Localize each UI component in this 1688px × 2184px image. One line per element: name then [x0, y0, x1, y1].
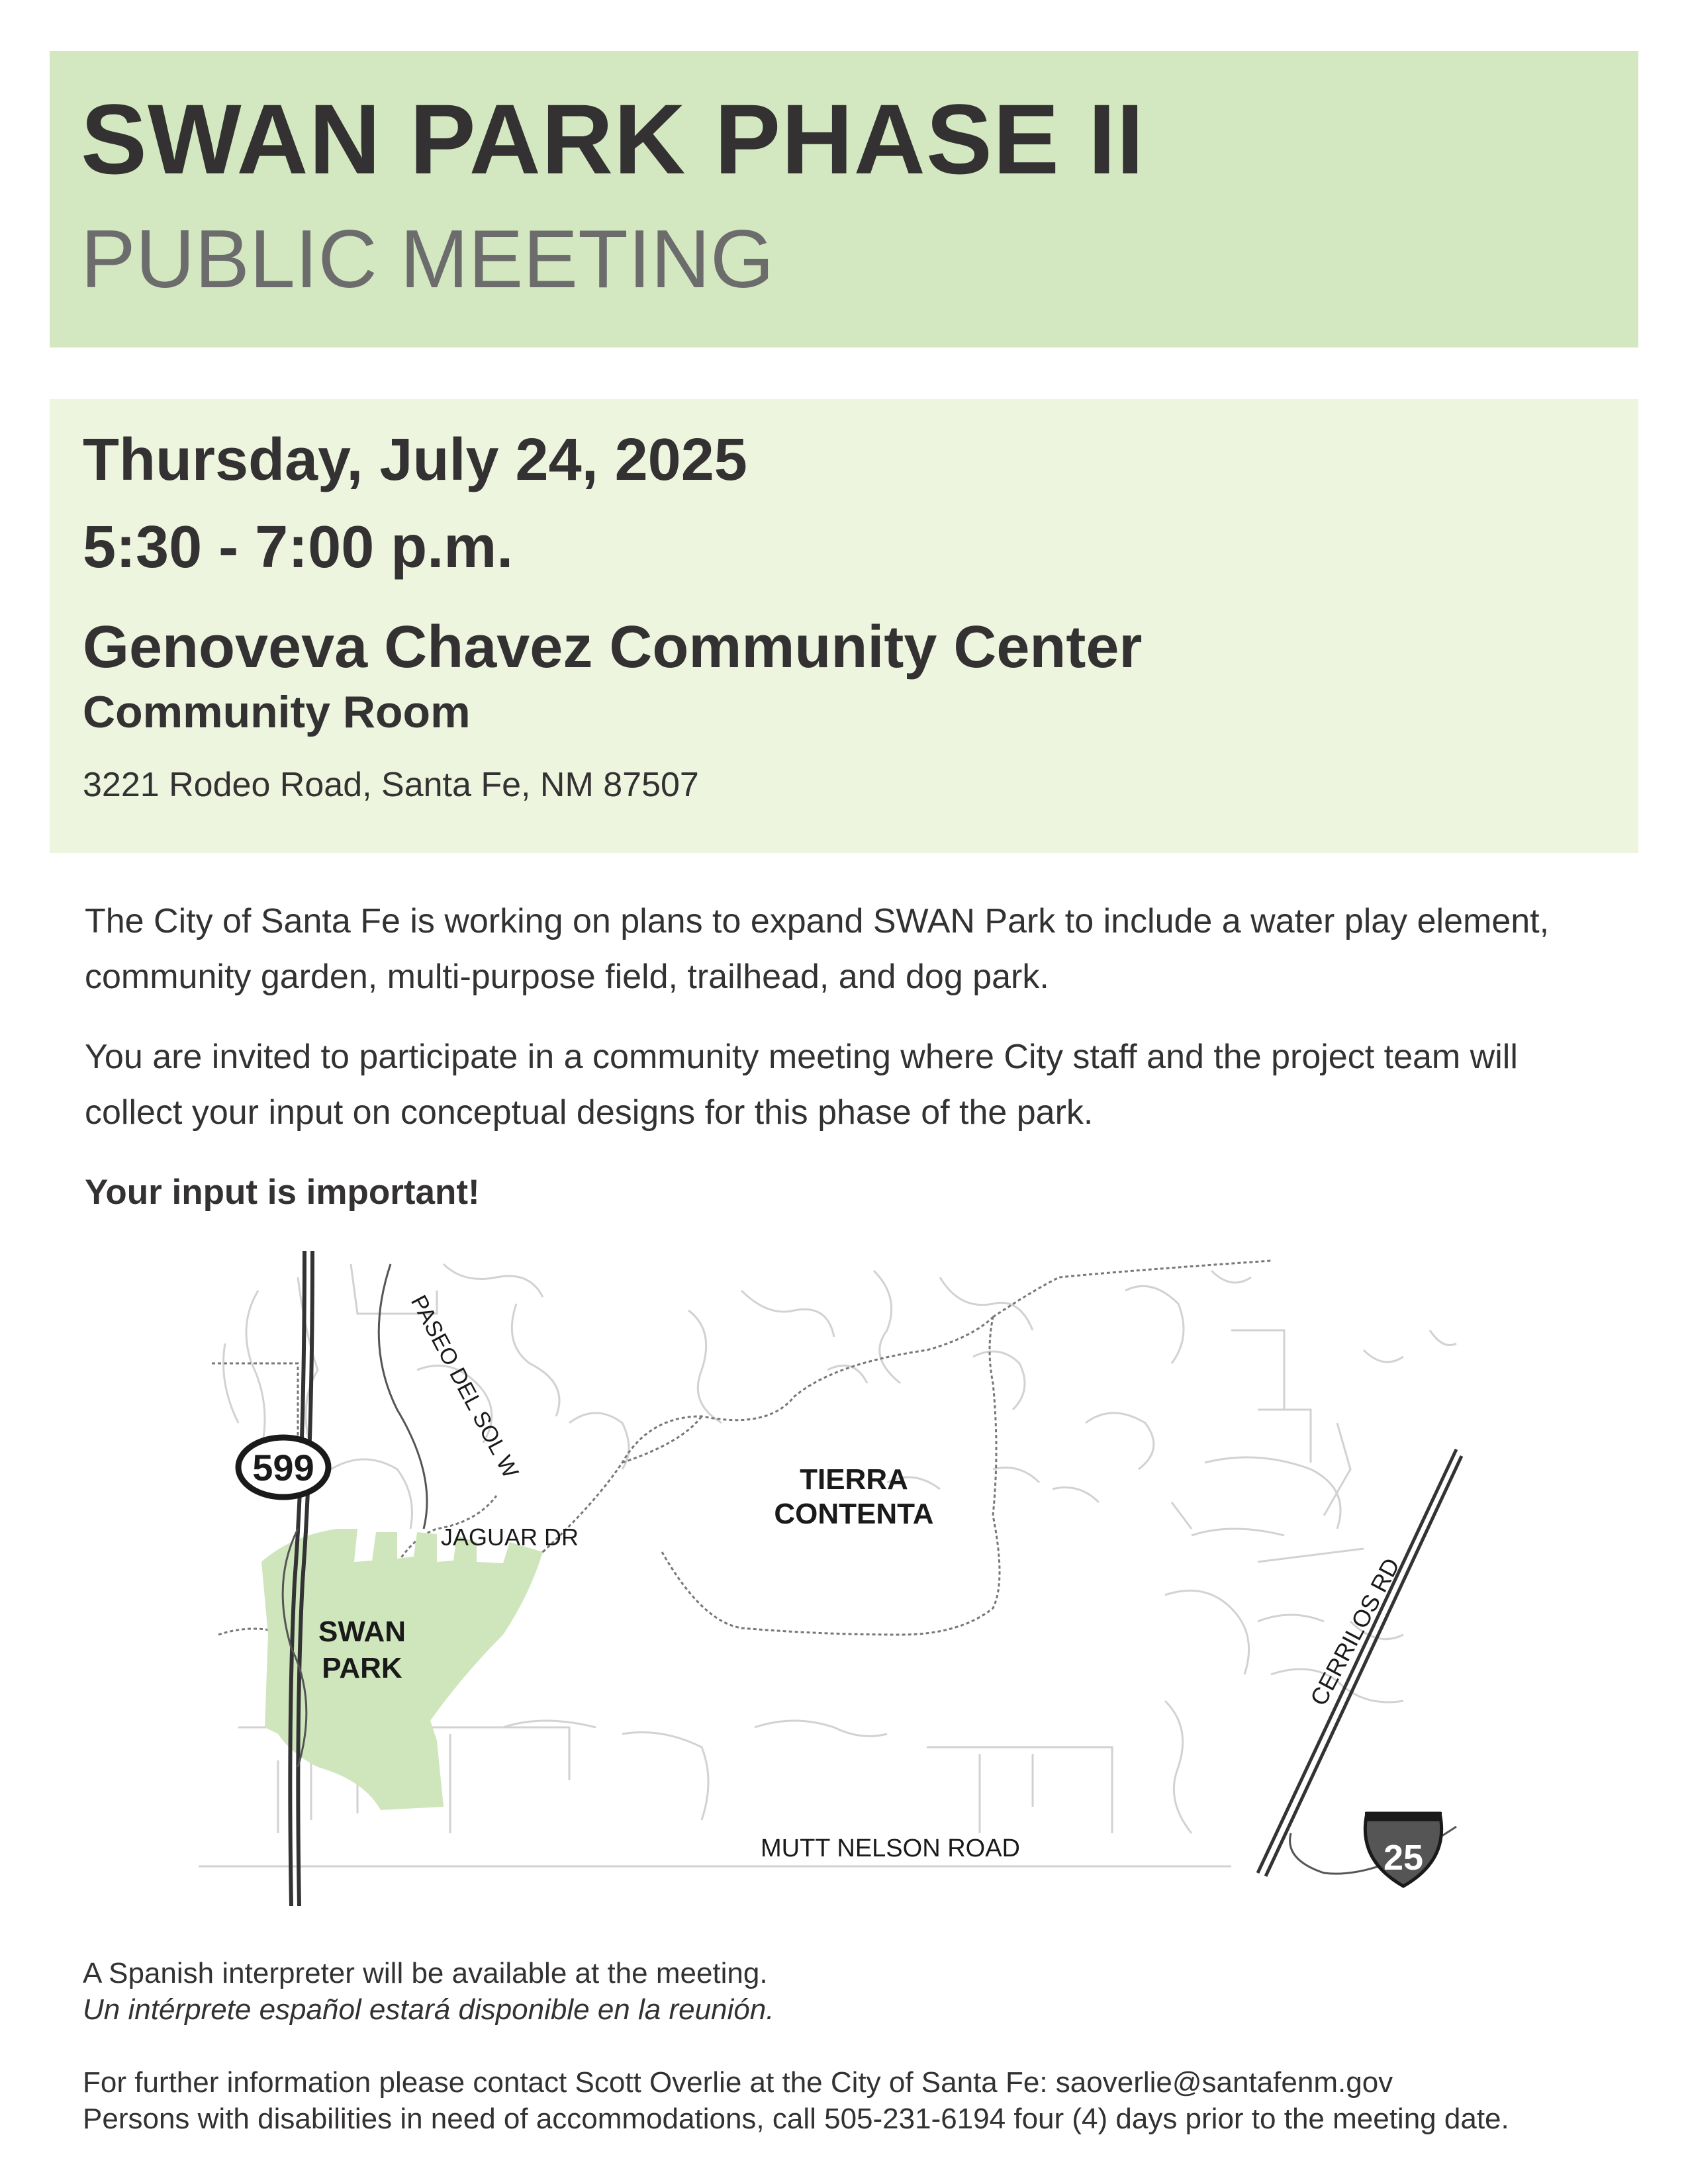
- invitation-paragraph: You are invited to participate in a community meeting where City staff and the project team will collect your input on conceptual designs for this phase of the park.: [85, 1038, 1518, 1132]
- tierra-contenta-label-line2: CONTENTA: [774, 1498, 934, 1530]
- interstate-shield-band: [1365, 1812, 1442, 1821]
- page-subtitle: PUBLIC MEETING: [81, 214, 774, 305]
- location-map: [199, 1251, 1470, 1906]
- paseo-del-sol-label: PASEO DEL SOL W: [405, 1291, 524, 1482]
- event-date: Thursday, July 24, 2025: [83, 427, 747, 493]
- cerrilos-rd-label: CERRILOS RD: [1304, 1553, 1405, 1710]
- contact-info: For further information please contact Scott Overlie at the City of Santa Fe: saoverlie@santafenm.gov: [83, 2066, 1393, 2099]
- intro-paragraph: The City of Santa Fe is working on plans to expand SWAN Park to include a water play element, community garden, multi-purpose field, trailhead, and dog park.: [85, 902, 1550, 996]
- event-room: Community Room: [83, 687, 471, 737]
- event-address: 3221 Rodeo Road, Santa Fe, NM 87507: [83, 766, 699, 804]
- interpreter-note-spanish: Un intérprete español estará disponible en la reunión.: [83, 1993, 774, 2026]
- interpreter-note-english: A Spanish interpreter will be available at the meeting.: [83, 1957, 768, 1989]
- cerrilos-road: [1258, 1449, 1456, 1873]
- highway-599-label: 599: [252, 1447, 314, 1488]
- mutt-nelson-road-label: MUTT NELSON ROAD: [760, 1835, 1021, 1862]
- tierra-contenta-label-line1: TIERRA: [800, 1463, 908, 1496]
- event-venue: Genoveva Chavez Community Center: [83, 614, 1143, 680]
- event-time: 5:30 - 7:00 p.m.: [83, 514, 514, 580]
- page-title: SWAN PARK PHASE II: [81, 83, 1145, 195]
- emphasis-text: Your input is important!: [85, 1173, 480, 1212]
- swan-park-label-line1: SWAN: [318, 1615, 406, 1648]
- interstate-25-label: 25: [1383, 1838, 1424, 1878]
- swan-park-label-line2: PARK: [322, 1652, 402, 1684]
- jaguar-dr-label: JAGUAR DR: [440, 1524, 579, 1551]
- accommodations-note: Persons with disabilities in need of accommodations, call 505-231-6194 four (4) days prior to the meeting date.: [83, 2103, 1509, 2135]
